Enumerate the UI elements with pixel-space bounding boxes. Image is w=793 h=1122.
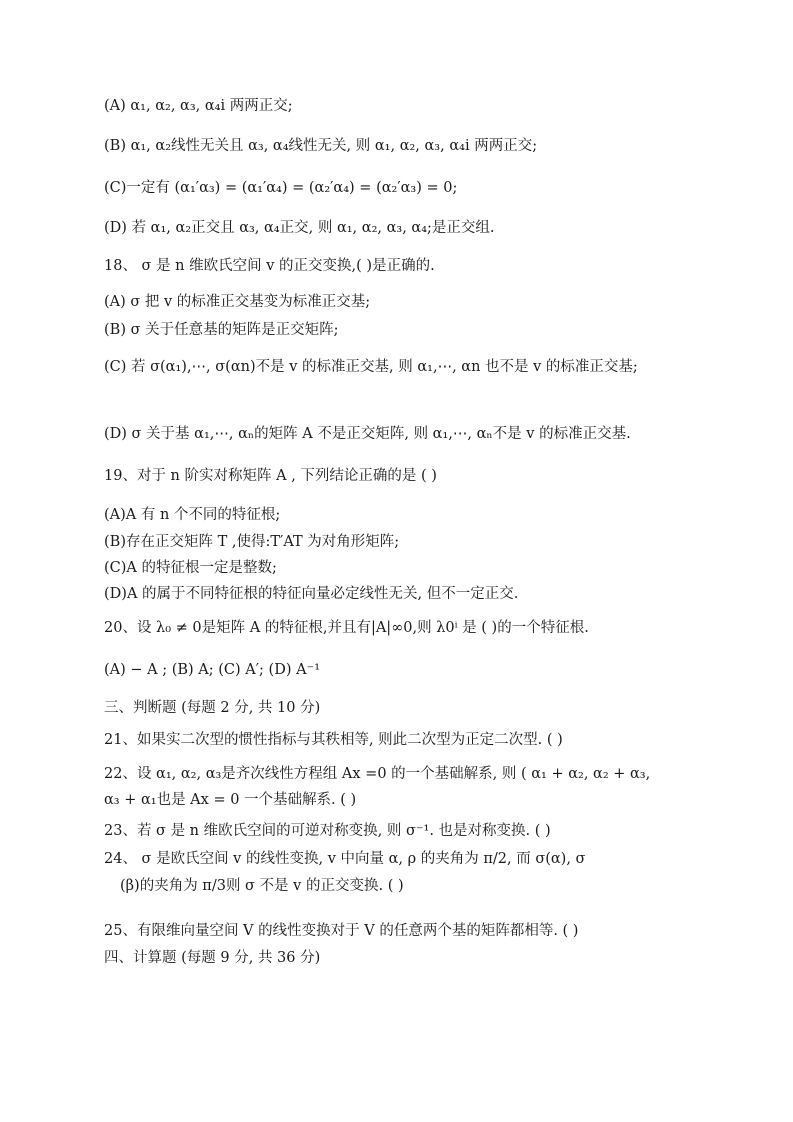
question-22-line2: α₃ + α₁也是 Ax = 0 一个基础解系. ( ) (104, 792, 357, 808)
question-21: 21、如果实二次型的惯性指标与其秩相等, 则此二次型为正定二次型. ( ) (104, 732, 563, 748)
option-18d: (D) σ 关于基 α₁,⋯, αₙ的矩阵 A 不是正交矩阵, 则 α₁,⋯, αₙ不是 v 的标准正交基. (104, 426, 631, 442)
section-heading-judgement: 三、判断题 (每题 2 分, 共 10 分) (104, 700, 321, 716)
option-18a: (A) σ 把 v 的标准正交基变为标准正交基; (104, 294, 371, 310)
option-17b: (B) α₁, α₂线性无关且 α₃, α₄线性无关, 则 α₁, α₂, α₃, α₄i 两两正交; (104, 138, 538, 154)
question-25: 25、有限维向量空间 V 的线性变换对于 V 的任意两个基的矩阵都相等. ( ) (104, 923, 579, 939)
question-24-line1: 24、 σ 是欧氏空间 v 的线性变换, v 中向量 α, ρ 的夹角为 π/2, 而 σ(α), σ (104, 851, 586, 867)
option-17a: (A) α₁, α₂, α₃, α₄i 两两正交; (104, 98, 293, 114)
section-heading-calculation: 四、计算题 (每题 9 分, 共 36 分) (104, 950, 321, 966)
option-19c: (C)A 的特征根一定是整数; (104, 560, 277, 576)
question-23: 23、若 σ 是 n 维欧氏空间的可逆对称变换, 则 σ⁻¹. 也是对称变换. ( ) (104, 823, 551, 839)
question-18: 18、 σ 是 n 维欧氏空间 v 的正交变换,( )是正确的. (104, 258, 435, 274)
option-19d: (D)A 的属于不同特征根的特征向量必定线性无关, 但不一定正交. (104, 586, 519, 602)
option-19a: (A)A 有 n 个不同的特征根; (104, 507, 281, 523)
option-17c: (C)一定有 (α₁′α₃) = (α₁′α₄) = (α₂′α₄) = (α₂′α₃) = 0; (104, 180, 458, 196)
question-24-line2: (β)的夹角为 π/3则 σ 不是 v 的正交变换. ( ) (120, 878, 404, 894)
option-18b: (B) σ 关于任意基的矩阵是正交矩阵; (104, 322, 339, 338)
question-19: 19、对于 n 阶实对称矩阵 A , 下列结论正确的是 ( ) (104, 468, 437, 484)
option-17d: (D) 若 α₁, α₂正交且 α₃, α₄正交, 则 α₁, α₂, α₃, α₄;是正交组. (104, 220, 495, 236)
question-20: 20、设 λ₀ ≠ 0是矩阵 A 的特征根,并且有|A|∞0,则 λ0ⁱ 是 ( )的一个特征根. (104, 620, 589, 636)
option-19b: (B)存在正交矩阵 T ,使得:T′AT 为对角形矩阵; (104, 534, 400, 550)
option-18c: (C) 若 σ(α₁),⋯, σ(αn)不是 v 的标准正交基, 则 α₁,⋯, αn 也不是 v 的标准正交基; (104, 359, 638, 375)
question-22-line1: 22、设 α₁, α₂, α₃是齐次线性方程组 Ax =0 的一个基础解系, 则 ( α₁ + α₂, α₂ + α₃, (104, 766, 651, 782)
options-20: (A) − A ; (B) A; (C) A′; (D) A⁻¹ (104, 662, 321, 678)
